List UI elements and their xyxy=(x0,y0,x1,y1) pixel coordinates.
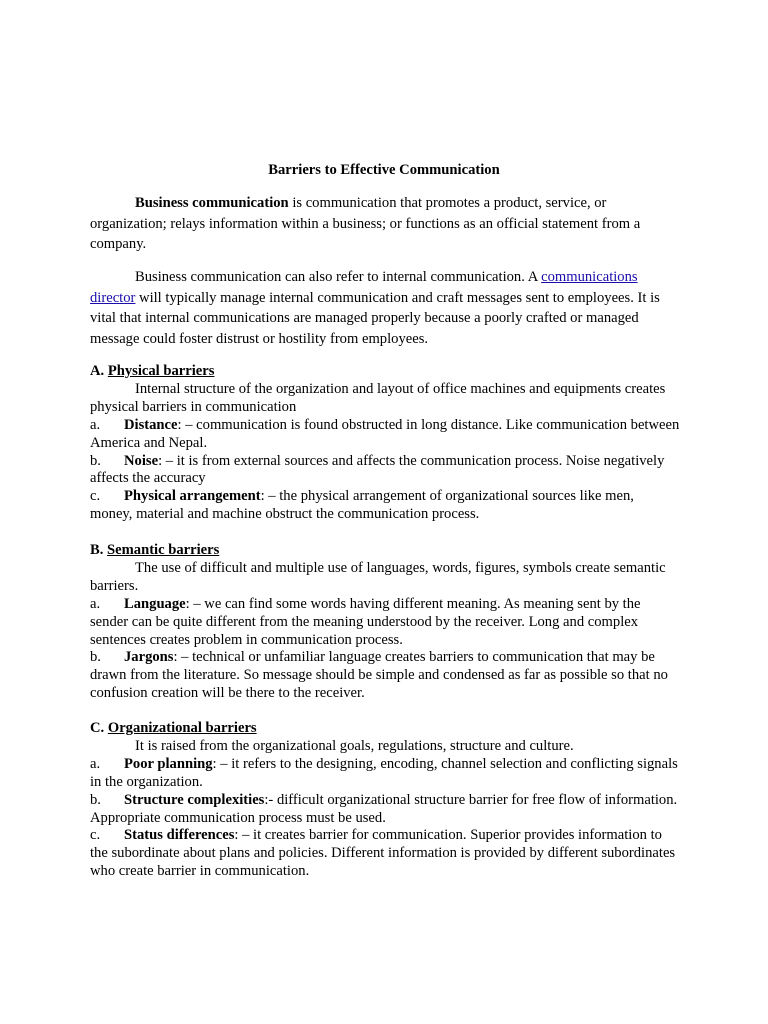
list-item: b. Noise: – it is from external sources and affects the communication process. Noise negatively affects the accuracy xyxy=(90,452,665,487)
section-semantic-barriers xyxy=(90,542,680,703)
section-organizational-barriers xyxy=(90,720,680,881)
section-intro: Internal structure of the organization and layout of office machines and equipments creates physical barriers in communication xyxy=(90,380,666,415)
list-item: b. Structure complexities:- difficult organizational structure barrier for free flow of information. Appropriate communication process must be used. xyxy=(90,791,678,826)
section-intro: It is raised from the organizational goals, regulations, structure and culture. xyxy=(135,737,574,754)
section-heading: B. Semantic barriers xyxy=(90,542,220,558)
bold-term: Business communication xyxy=(135,195,289,211)
document-title: Barriers to Effective Communication xyxy=(268,162,500,178)
list-item: a. Language: – we can find some words having different meaning. As meaning sent by the sender can be quite different from the meaning understood by the receiver. Long and complex sentences creates problem in communication process. xyxy=(90,595,641,648)
list-item: c. Status differences: – it creates barrier for communication. Superior provides information to the subordinate about plans and policies. Different information is provided by different subordinates who create barrier in communication. xyxy=(90,827,676,880)
section-heading: A. Physical barriers xyxy=(90,363,215,379)
paragraph-text: is communication that promotes a product, service, or organization; relays information within a business; or functions as an official statement from a company. xyxy=(90,195,641,252)
section-intro: The use of difficult and multiple use of languages, words, figures, symbols create semantic barriers. xyxy=(90,559,666,594)
list-item: b. Jargons: – technical or unfamiliar language creates barriers to communication that may be drawn from the literature. So message should be simple and condensed as far as possible so that no confusion creation will be there to the receiver. xyxy=(90,649,668,702)
list-item: a. Poor planning: – it refers to the designing, encoding, channel selection and conflicting signals in the organization. xyxy=(90,755,678,790)
paragraph-text: Business communication can also refer to internal communication. A xyxy=(135,269,542,285)
list-item: c. Physical arrangement: – the physical arrangement of organizational sources like men, money, material and machine obstruct the communication process. xyxy=(90,488,634,523)
section-physical-barriers xyxy=(90,363,680,524)
section-heading: C. Organizational barriers xyxy=(90,720,257,736)
intro-paragraph xyxy=(90,193,680,255)
communications-director-link[interactable]: communications director xyxy=(90,269,638,306)
list-item: a. Distance: – communication is found obstructed in long distance. Like communication between America and Nepal. xyxy=(90,416,680,451)
paragraph-text: will typically manage internal communication and craft messages sent to employees. It is vital that internal communications are managed properly because a poorly crafted or managed message could foster distrust or hostility from employees. xyxy=(90,289,660,347)
internal-communication-paragraph xyxy=(90,267,680,349)
